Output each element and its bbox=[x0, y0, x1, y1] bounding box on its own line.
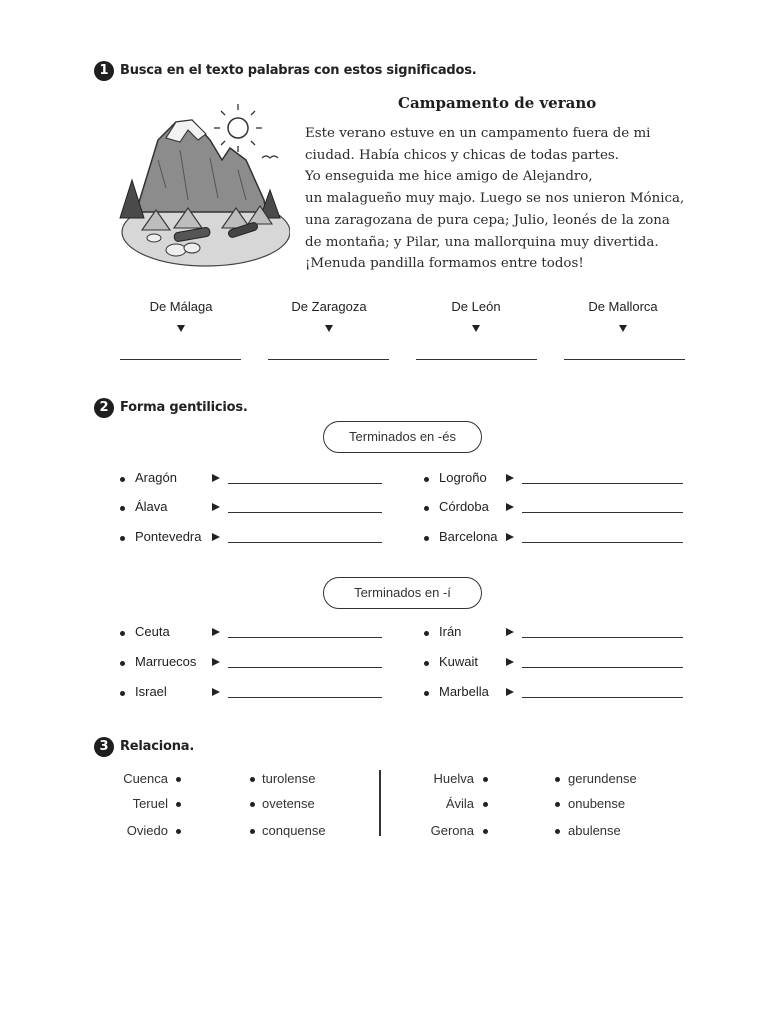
place-label: Marruecos bbox=[135, 654, 197, 669]
place-label: Kuwait bbox=[439, 654, 479, 669]
arrow-down-icon bbox=[325, 325, 333, 332]
arrow-right-icon bbox=[212, 503, 220, 511]
match-place-avila: Ávila bbox=[445, 796, 474, 811]
place-label: Logroño bbox=[439, 470, 487, 485]
match-dot[interactable] bbox=[250, 829, 255, 834]
bullet-icon bbox=[120, 536, 125, 541]
row-marbella bbox=[424, 684, 686, 704]
answer-line[interactable] bbox=[228, 483, 382, 484]
story-line: un malagueño muy majo. Luego se nos unieron Mónica, bbox=[305, 191, 685, 207]
row-iran bbox=[424, 624, 686, 644]
arrow-down-icon bbox=[619, 325, 627, 332]
match-demonym-gerundense: gerundense bbox=[568, 771, 637, 786]
bullet-icon bbox=[424, 691, 429, 696]
arrow-down-icon bbox=[472, 325, 480, 332]
place-label: Álava bbox=[135, 499, 168, 514]
story-line: ciudad. Había chicos y chicas de todas partes. bbox=[305, 147, 620, 163]
arrow-right-icon bbox=[506, 688, 514, 696]
match-dot[interactable] bbox=[555, 802, 560, 807]
place-label: Ceuta bbox=[135, 624, 170, 639]
place-label: Aragón bbox=[135, 470, 177, 485]
origin-malaga-label: De Málaga bbox=[149, 299, 213, 314]
place-label: Irán bbox=[439, 624, 462, 639]
row-cordoba bbox=[424, 499, 686, 519]
place-label: Barcelona bbox=[439, 529, 498, 544]
match-dot[interactable] bbox=[555, 777, 560, 782]
bullet-icon bbox=[120, 477, 125, 482]
answer-line[interactable] bbox=[522, 542, 683, 543]
arrow-right-icon bbox=[506, 658, 514, 666]
exercise-2-instruction: Forma gentilicios. bbox=[120, 400, 248, 415]
exercise-3-number: 3 bbox=[94, 737, 114, 757]
bullet-icon bbox=[120, 506, 125, 511]
bullet-icon bbox=[120, 631, 125, 636]
story-line: una zaragozana de pura cepa; Julio, leonés de la zona bbox=[305, 212, 670, 228]
arrow-right-icon bbox=[506, 503, 514, 511]
arrow-right-icon bbox=[212, 628, 220, 636]
answer-line[interactable] bbox=[228, 542, 382, 543]
answer-line[interactable] bbox=[228, 667, 382, 668]
row-aragon bbox=[120, 470, 385, 490]
match-dot[interactable] bbox=[250, 802, 255, 807]
match-dot[interactable] bbox=[483, 802, 488, 807]
story-line: Yo enseguida me hice amigo de Alejandro, bbox=[305, 169, 593, 185]
match-demonym-onubense: onubense bbox=[568, 796, 626, 811]
row-barcelona bbox=[424, 529, 686, 549]
answer-line[interactable] bbox=[522, 637, 683, 638]
answer-line[interactable] bbox=[228, 512, 382, 513]
match-dot[interactable] bbox=[176, 802, 181, 807]
answer-line[interactable] bbox=[522, 483, 683, 484]
answer-line-zaragoza[interactable] bbox=[268, 359, 389, 360]
match-place-teruel: Teruel bbox=[132, 796, 168, 811]
row-marruecos bbox=[120, 654, 385, 674]
bullet-icon bbox=[424, 477, 429, 482]
group-es-label: Terminados en -és bbox=[323, 421, 482, 453]
answer-line[interactable] bbox=[228, 637, 382, 638]
place-label: Israel bbox=[135, 684, 167, 699]
arrow-right-icon bbox=[212, 658, 220, 666]
answer-line-leon[interactable] bbox=[416, 359, 537, 360]
row-ceuta bbox=[120, 624, 385, 644]
row-kuwait bbox=[424, 654, 686, 674]
row-israel bbox=[120, 684, 385, 704]
bullet-icon bbox=[120, 691, 125, 696]
place-label: Pontevedra bbox=[135, 529, 202, 544]
origin-mallorca-label: De Mallorca bbox=[588, 299, 658, 314]
origin-leon-label: De León bbox=[451, 299, 501, 314]
match-demonym-conquense: conquense bbox=[262, 823, 326, 838]
match-dot[interactable] bbox=[176, 829, 181, 834]
exercise-3-instruction: Relaciona. bbox=[120, 739, 195, 754]
arrow-right-icon bbox=[506, 474, 514, 482]
row-alava bbox=[120, 499, 385, 519]
answer-line[interactable] bbox=[522, 667, 683, 668]
match-dot[interactable] bbox=[483, 829, 488, 834]
exercise-1-instruction: Busca en el texto palabras con estos significados. bbox=[120, 63, 477, 78]
match-demonym-ovetense: ovetense bbox=[262, 796, 315, 811]
match-place-gerona: Gerona bbox=[430, 823, 474, 838]
arrow-right-icon bbox=[212, 474, 220, 482]
match-dot[interactable] bbox=[555, 829, 560, 834]
arrow-right-icon bbox=[212, 533, 220, 541]
answer-line-malaga[interactable] bbox=[120, 359, 241, 360]
exercise-2-number: 2 bbox=[94, 398, 114, 418]
match-dot[interactable] bbox=[250, 777, 255, 782]
story-line: Este verano estuve en un campamento fuera de mi bbox=[305, 126, 651, 141]
arrow-right-icon bbox=[212, 688, 220, 696]
row-pontevedra bbox=[120, 529, 385, 549]
arrow-right-icon bbox=[506, 628, 514, 636]
answer-line[interactable] bbox=[522, 512, 683, 513]
match-place-cuenca: Cuenca bbox=[123, 771, 168, 786]
divider bbox=[379, 770, 381, 836]
row-logrono bbox=[424, 470, 686, 490]
answer-line[interactable] bbox=[228, 697, 382, 698]
answer-line[interactable] bbox=[522, 697, 683, 698]
exercise-1-number: 1 bbox=[94, 61, 114, 81]
arrow-down-icon bbox=[177, 325, 185, 332]
match-place-huelva: Huelva bbox=[433, 771, 474, 786]
origin-zaragoza-label: De Zaragoza bbox=[291, 299, 367, 314]
story-text bbox=[305, 123, 705, 275]
bullet-icon bbox=[424, 631, 429, 636]
place-label: Córdoba bbox=[439, 499, 489, 514]
place-label: Marbella bbox=[439, 684, 489, 699]
group-i-label: Terminados en -í bbox=[323, 577, 482, 609]
story-title: Campamento de verano bbox=[398, 94, 597, 112]
campsite-illustration bbox=[118, 100, 290, 268]
match-place-oviedo: Oviedo bbox=[126, 823, 168, 838]
story-line: de montaña; y Pilar, una mallorquina muy divertida. bbox=[305, 234, 659, 250]
bullet-icon bbox=[424, 506, 429, 511]
story-line: ¡Menuda pandilla formamos entre todos! bbox=[305, 256, 584, 272]
bullet-icon bbox=[424, 536, 429, 541]
match-dot[interactable] bbox=[176, 777, 181, 782]
match-demonym-abulense: abulense bbox=[568, 823, 621, 838]
arrow-right-icon bbox=[506, 533, 514, 541]
answer-line-mallorca[interactable] bbox=[564, 359, 685, 360]
match-demonym-turolense: turolense bbox=[262, 771, 316, 786]
match-dot[interactable] bbox=[483, 777, 488, 782]
bullet-icon bbox=[424, 661, 429, 666]
bullet-icon bbox=[120, 661, 125, 666]
